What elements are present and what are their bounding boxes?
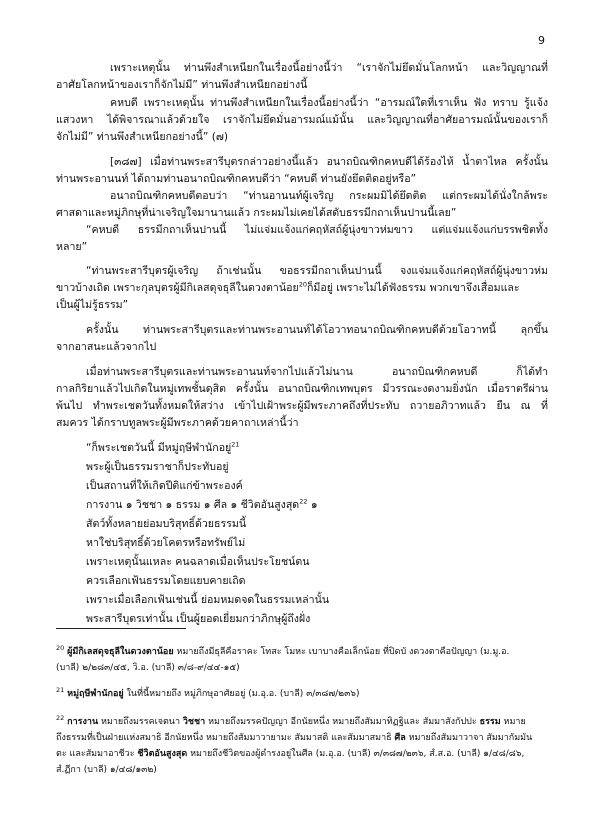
verse-text: “ก็พระเชตวันนี้ มีหมู่ฤษีพำนักอยู่ (86, 442, 232, 454)
footnote-21 (56, 686, 360, 699)
body-line: กาลกิริยาแล้วไปเกิดในหมู่เทพชั้นดุสิต ครั้งนั้น อนาถบิณฑิกเทพบุตร มีวรรณะงดงามยิ่งนัก เมื่อราตรีผ่าน (56, 383, 548, 395)
footnote-ref-22[interactable]: 22 (299, 497, 308, 506)
body-line: แสวงหา ได้พิจารณาแล้วด้วยใจ เราจักไม่ยึดมั่นอารมณ์แม้นั้น และวิญญาณที่อาศัยอารมณ์นั้นของเราก็ (56, 114, 548, 126)
footnote-text: หมายถึงชีวิตของผู้ดำรงอยู่ในศีล (ม.อุ.อ. (บาลี) ๓/๓๘๗/๒๓๖, สํ.ส.อ. (บาลี) ๑/๔๘/๘๖, (187, 749, 525, 759)
verse-line: หาใช่บริสุทธิ์ด้วยโคตรหรือทรัพย์ไม่ (86, 537, 246, 549)
verse-line: เพราะเหตุนั้นแหละ คนฉลาดเมื่อเห็นประโยชน์ตน (86, 556, 310, 568)
footnote-number: 20 (56, 644, 65, 652)
footnote-term: ชีวิตอันสูงสุด (137, 749, 188, 759)
verse-line: พระผู้เป็นธรรมราชาก็ประทับอยู่ (86, 461, 229, 473)
footnote-number: 21 (56, 686, 65, 694)
footnote-text: หมาย (500, 717, 526, 727)
verse-line: เพราะเมื่อเลือกเฟ้นเช่นนี้ ย่อมหมดจดในธรรมเหล่านั้น (86, 594, 330, 606)
body-line: จักไม่มี” ท่านพึงสำเหนียกอย่างนี้” (๗) (56, 131, 229, 143)
verse-line: สัตว์ทั้งหลายย่อมบริสุทธิ์ด้วยธรรมนี้ (86, 518, 247, 530)
footnote-ref-20[interactable]: 20 (298, 280, 307, 289)
body-line: [๓๘๗] เมื่อท่านพระสารีบุตรกล่าวอย่างนี้แล้ว อนาถบิณฑิกคหบดีได้ร้องไห้ น้ำตาไหล ครั้งนั้น (110, 156, 548, 168)
verse-line: เป็นสถานที่ให้เกิดปีติแก่ข้าพระองค์ (86, 480, 243, 492)
footnote-text: หมายถึงมีธุลีคือราคะ โทสะ โมหะ เบาบางคือเล็กน้อย ที่ปิดบั งดวงตาคือปัญญา (ม.มู.อ. (173, 647, 510, 657)
body-line (56, 280, 520, 294)
body-line: หลาย” (56, 241, 88, 253)
footnote-term: วิชชา (182, 717, 206, 727)
footnote-term: หมู่ฤษีพำนักอยู่ (67, 689, 124, 699)
body-line: อนาถบิณฑิกคหบดีตอบว่า “ท่านอานนท์ผู้เจริญ กระผมมิได้ยึดติด แต่กระผมได้นั่งใกล้พระ (110, 190, 548, 202)
body-line: ครั้งนั้น ท่านพระสารีบุตรและท่านพระอานนท์ได้โอวาทอนาถบิณฑิกคหบดีด้วยโอวาทนี้ ลุกขึ้น (86, 324, 548, 336)
body-line: เป็นผู้ไม่รู้ธรรม” (56, 299, 129, 311)
footnote-ref-21[interactable]: 21 (231, 440, 240, 449)
footnote-term: ผู้มีกิเลสดุจธุลีในดวงตาน้อย (67, 647, 174, 657)
footnote-text: หมายถึงสัมมาวาจา สัมมากัมมัน (405, 733, 533, 743)
body-line: เมื่อท่านพระสารีบุตรและท่านพระอานนท์จากไปแล้วไม่นาน อนาถบิณฑิกคหบดี ก็ได้ทำ (86, 366, 548, 378)
footnote-term: ธรรม (479, 717, 501, 727)
footnote-22-cont: สํ.ฏีกา (บาลี) ๑/๔๘/๑๓๒) (56, 765, 157, 775)
footnote-20-cont: (บาลี) ๒/๒๘๓/๔๕, วิ.อ. (บาลี) ๓/๘-๙/๔๔-๑๕) (56, 663, 240, 673)
footnote-text: ตะ และสัมมาอาชีวะ (56, 749, 138, 759)
verse-line: พระสารีบุตรเท่านั้น เป็นผู้ยอดเยี่ยมกว่าภิกษุผู้ถึงฝั่ง (86, 613, 311, 625)
body-line: ศาสดาและหมู่ภิกษุที่น่าเจริญใจมานานแล้ว กระผมไม่เคยได้สดับธรรมีกถาเห็นปานนี้เลย” (56, 207, 457, 219)
body-line: คหบดี เพราะเหตุนั้น ท่านพึงสำเหนียกในเรื่องนี้อย่างนี้ว่า “อารมณ์ใดที่เราเห็น ฟัง ทราบ รู้แจ้ง (110, 97, 548, 109)
footnote-22-cont (56, 750, 524, 759)
footnote-22 (56, 714, 526, 727)
footnote-22-cont (56, 734, 532, 743)
footnote-text: ถึงธรรมที่เป็นฝ่ายแห่งสมาธิ อีกนัยหนึ่ง หมายถึงสัมมาวายามะ สัมมาสติ และสัมมาสมาธิ (56, 733, 395, 743)
body-line: “ท่านพระสารีบุตรผู้เจริญ ถ้าเช่นนั้น ขอธรรมีกถาเห็นปานนี้ จงแจ่มแจ้งแก่คฤหัสถ์ผู้นุ่งขาวห่ม (86, 265, 548, 277)
page-number: 9 (538, 34, 545, 47)
verse-text: ๑ (307, 499, 318, 511)
body-line: จากอาสนะแล้วจากไป (56, 341, 157, 353)
verse-text: การงาน ๑ วิชชา ๑ ธรรม ๑ ศีล ๑ ชีวิตอันสูงสุด (86, 499, 300, 511)
footnote-20 (56, 644, 510, 657)
body-text: ก็มีอยู่ เพราะไม่ได้ฟังธรรม พวกเขาจึงเสื่อมและ (306, 282, 520, 294)
body-line: ท่านพระอานนท์ ได้ถามท่านอนาถบิณฑิกคหบดีว่า “คหบดี ท่านยังยึดติดอยู่หรือ” (56, 173, 417, 185)
footnote-text: หมายถึงมรรคเจตนา (98, 717, 183, 727)
footnote-divider (56, 628, 186, 629)
verse-line (86, 440, 240, 454)
verse-line: ควรเลือกเฟ้นธรรมโดยแยบคายเถิด (86, 575, 246, 587)
footnote-term: ศีล (394, 733, 406, 743)
footnote-text: ในที่นี้หมายถึง หมู่ภิกษุอาศัยอยู่ (ม.อุ.อ. (บาลี) ๓/๓๘๗/๒๓๖) (123, 689, 360, 699)
verse-line (86, 497, 318, 511)
body-line: สมควร ได้กราบทูลพระผู้มีพระภาคด้วยคาถาเหล่านี้ว่า (56, 417, 299, 429)
body-line: พ้นไป ทำพระเชตวันทั้งหมดให้สว่าง เข้าไปเฝ้าพระผู้มีพระภาคถึงที่ประทับ ถวายอภิวาทแล้ว ยืน ณ ที่ (56, 400, 548, 412)
body-text: ขาวบ้างเถิด เพราะกุลบุตรผู้มีกิเลสดุจธุลีในดวงตาน้อย (56, 282, 299, 294)
footnote-number: 22 (56, 714, 65, 722)
footnote-term: การงาน (67, 717, 99, 727)
body-line: “คหบดี ธรรมีกถาเห็นปานนี้ ไม่แจ่มแจ้งแก่คฤหัสถ์ผู้นุ่งขาวห่มขาว แต่แจ่มแจ้งแก่บรรพชิตทั้ง (86, 224, 548, 236)
body-line: อาศัยโลกหน้าของเราก็จักไม่มี” ท่านพึงสำเหนียกอย่างนี้ (56, 79, 308, 91)
body-line: เพราะเหตุนั้น ท่านพึงสำเหนียกในเรื่องนี้อย่างนี้ว่า “เราจักไม่ยึดมั่นโลกหน้า และวิญญาณที่ (110, 62, 548, 74)
footnote-text: หมายถึงมรรคปัญญา อีกนัยหนึ่ง หมายถึงสัมมาทิฏฐิและ สัมมาสังกัปปะ (205, 717, 480, 727)
